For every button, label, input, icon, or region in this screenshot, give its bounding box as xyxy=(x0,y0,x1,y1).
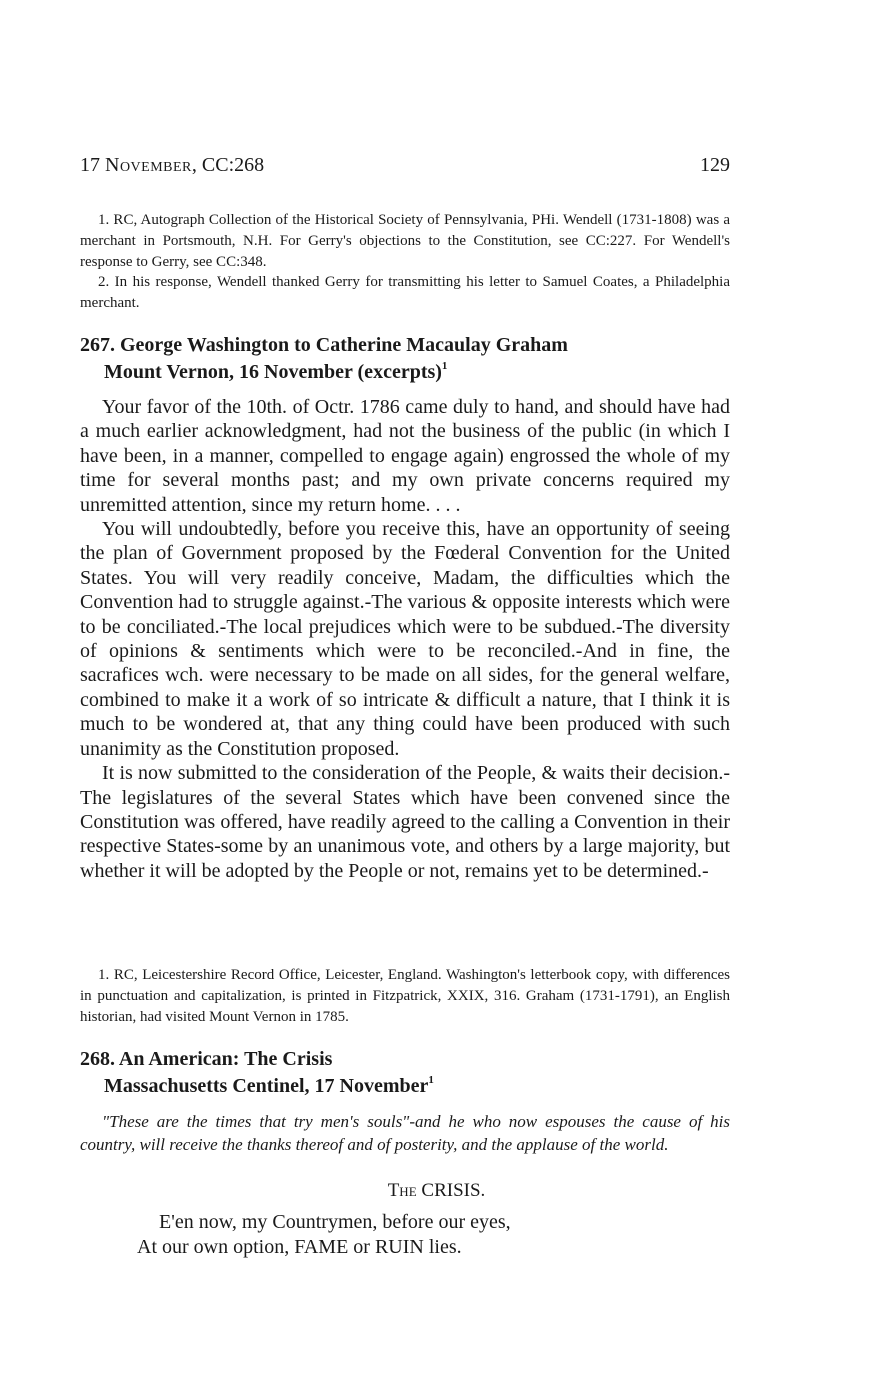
document-268-title: 268. An American: The Crisis xyxy=(80,1048,333,1070)
document-268-subtitle xyxy=(80,1073,730,1100)
verse-line-1: E'en now, my Countrymen, before our eyes, xyxy=(159,1211,511,1233)
heading-note-ref-268: 1 xyxy=(428,1074,434,1086)
footnote-2: 2. In his response, Wendell thanked Gerry for transmitting his letter to Samuel Coates, a Philadelphia merchant. xyxy=(80,274,730,312)
running-head-date xyxy=(80,153,264,177)
letter-paragraph-3: It is now submitted to the consideration of the People, & waits their decision.-The legislatures of the several States which have been convened since the Constitution was offered, have readily agreed to the calling a Convention in their respective States-some by an unanimous vote, and others by a large majority, but whether it will be adopted by the People or not, remains yet to be determined.- xyxy=(80,762,730,882)
crisis-title xyxy=(0,1180,873,1202)
document-reference: , CC:268 xyxy=(191,154,265,176)
verse-line-2: At our own option, FAME or RUIN lies. xyxy=(137,1236,462,1258)
document-267-subtitle xyxy=(80,359,730,386)
crisis-title-the: The xyxy=(387,1180,417,1201)
notes-previous-document xyxy=(80,210,730,314)
document-268-heading xyxy=(80,1046,730,1100)
document-267-place-date: Mount Vernon, 16 November (excerpts) xyxy=(104,361,442,383)
document-267-heading xyxy=(80,332,730,386)
heading-note-ref: 1 xyxy=(441,360,448,372)
footnote-267-1: 1. RC, Leicestershire Record Office, Leicester, England. Washington's letterbook copy, with differences in punctuation and capitalization, is printed in Fitzpatrick, XXIX, 316. Graham (1731-1791), an English historian, had visited Mount Vernon in 1785. xyxy=(80,967,730,1025)
letter-paragraph-1: Your favor of the 10th. of Octr. 1786 came duly to hand, and should have had a much earlier acknowledgment, had not the business of the public (in which I have been, in a manner, compelled to engage again) engrossed the whole of my time for several months past; and my own private concerns required my unremitted attention, since my return home. . . . xyxy=(80,396,730,516)
document-267-footnote xyxy=(80,965,730,1027)
footnote-1: 1. RC, Autograph Collection of the Historical Society of Pennsylvania, PHi. Wendell (1731-1808) was a merchant in Portsmouth, N.H. For Gerry's objections to the Constitution, see CC:227. For Wendell's response to Gerry, see CC:348. xyxy=(80,212,730,270)
document-268-place-date: Massachusetts Centinel, 17 November xyxy=(104,1075,429,1097)
document-267-title: 267. George Washington to Catherine Macaulay Graham xyxy=(80,334,568,356)
epigraph-text: "These are the times that try men's souls"-and he who now espouses the cause of his country, will receive the thanks thereof and of posterity, and the applause of the world. xyxy=(80,1112,730,1154)
document-267-body xyxy=(80,395,730,883)
date-day: 17 xyxy=(80,154,105,176)
crisis-title-word: CRISIS. xyxy=(416,1180,486,1201)
date-month: November xyxy=(105,154,192,176)
letter-paragraph-2: You will undoubtedly, before you receive this, have an opportunity of seeing the plan of Government proposed by the Fœderal Convention for the United States. You will very readily conceive, Madam, the difficulties which the Convention had to struggle against.-The various & opposite interests which were to be conciliated.-The local prejudices which were to be subdued.-The diversity of opinions & sentiments which were to be reconciled.-And in fine, the sacrafices wch. were necessary to be made on all sides, for the general welfare, combined to make it a work of so intricate & difficult a nature, that I think it is much to be wondered at, that any thing could have been produced with such unanimity as the Constitution proposed. xyxy=(80,518,730,760)
epigraph xyxy=(80,1110,730,1156)
page-number: 129 xyxy=(700,154,730,176)
